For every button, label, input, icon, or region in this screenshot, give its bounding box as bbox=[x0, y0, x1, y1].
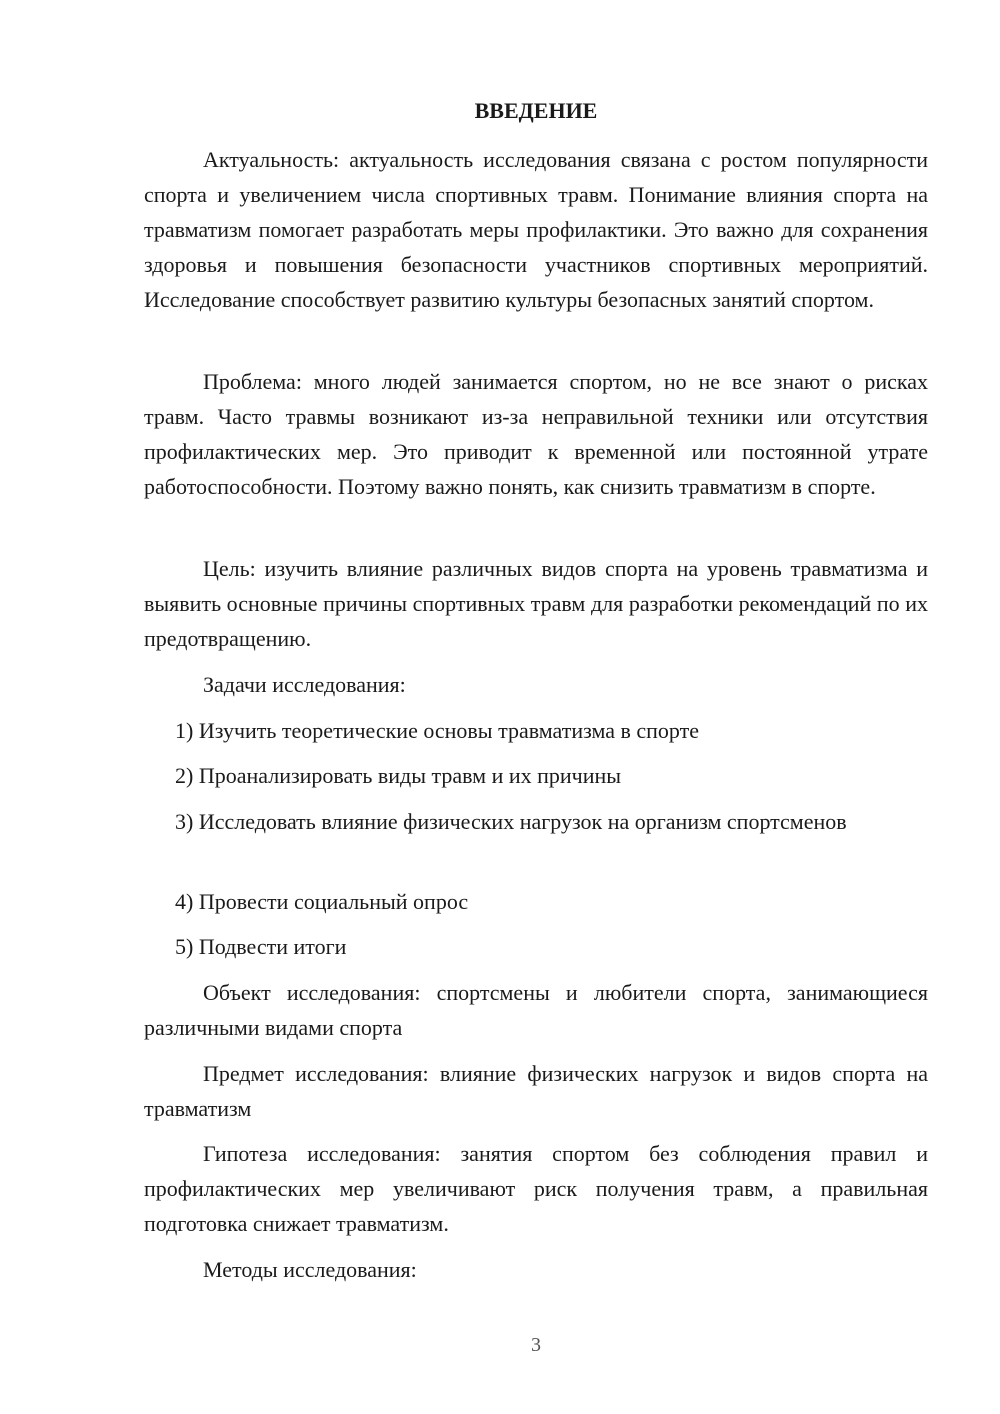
task-item: 1) Изучить теоретические основы травматизма в спорте bbox=[175, 718, 700, 743]
task-item: 5) Подвести итоги bbox=[175, 934, 347, 959]
methods-heading: Методы исследования: bbox=[203, 1257, 417, 1282]
relevance-paragraph: Актуальность: актуальность исследования связана с ростом популярности спорта и увеличением числа спортивных травм. Понимание влияния спорта на травматизм помогает разработать меры профилактики. Это важно для сохранения здоровья и повышения безопасности участников спортивных мероприятий. Исследование способствует развитию культуры безопасных занятий спортом. bbox=[144, 147, 928, 312]
hypothesis-paragraph: Гипотеза исследования: занятия спортом без соблюдения правил и профилактических мер увеличивают риск получения травм, а правильная подготовка снижает травматизм. bbox=[144, 1141, 928, 1236]
page-title: ВВЕДЕНИЕ bbox=[474, 98, 598, 123]
task-item: 3) Исследовать влияние физических нагрузок на организм спортсменов bbox=[175, 809, 847, 834]
object-paragraph: Объект исследования: спортсмены и любители спорта, занимающиеся различными видами спорта bbox=[144, 980, 928, 1040]
task-item: 4) Провести социальный опрос bbox=[175, 889, 469, 914]
tasks-heading: Задачи исследования: bbox=[203, 672, 406, 697]
task-item: 2) Проанализировать виды травм и их причины bbox=[175, 763, 622, 788]
page-number: 3 bbox=[531, 1334, 541, 1356]
goal-paragraph: Цель: изучить влияние различных видов спорта на уровень травматизма и выявить основные причины спортивных травм для разработки рекомендаций по их предотвращению. bbox=[144, 556, 928, 651]
subject-paragraph: Предмет исследования: влияние физических нагрузок и видов спорта на травматизм bbox=[144, 1061, 928, 1121]
problem-paragraph: Проблема: много людей занимается спортом, но не все знают о рисках травм. Часто травмы возникают из-за неправильной техники или отсутствия профилактических мер. Это приводит к временной или постоянной утрате работоспособности. Поэтому важно понять, как снизить травматизм в спорте. bbox=[144, 369, 928, 499]
